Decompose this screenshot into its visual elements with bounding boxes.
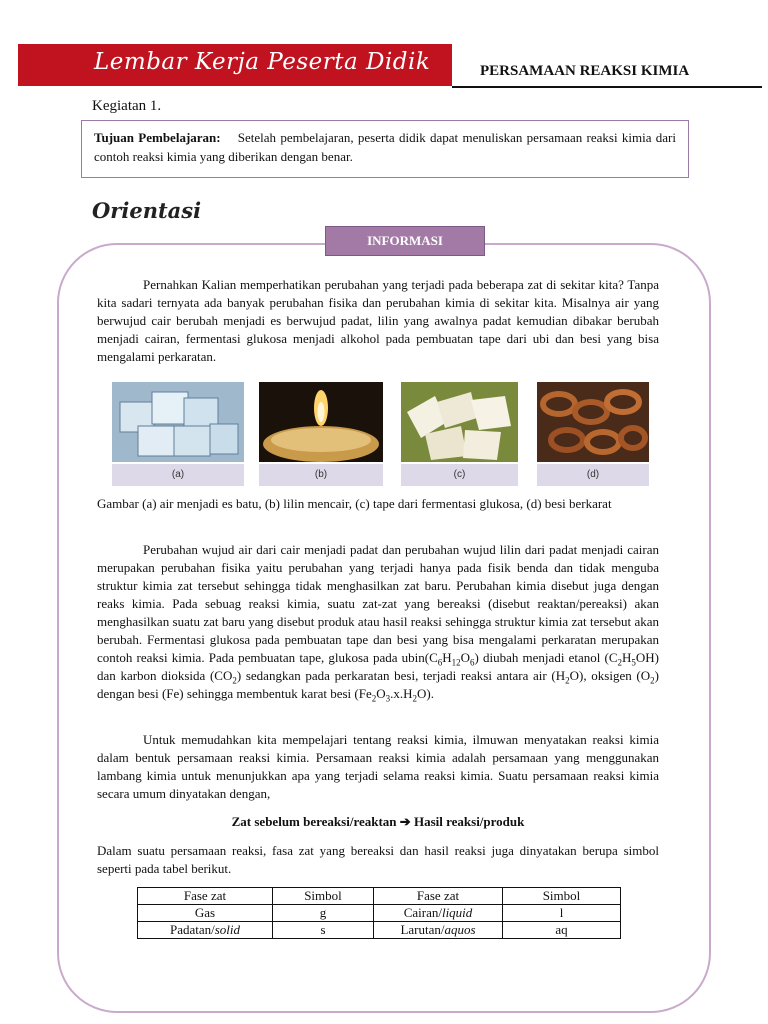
formula-ethanol: $C_2H_5OH$	[608, 650, 655, 668]
table-header-cell: Simbol	[273, 888, 374, 905]
table-header-cell: Fase zat	[138, 888, 273, 905]
image-caption-c: (c)	[401, 464, 518, 486]
cell-italic-text: aquos	[444, 922, 476, 937]
image-caption-b: (b)	[259, 464, 383, 486]
image-caption-d: (d)	[537, 464, 649, 486]
table-cell: g	[273, 905, 374, 922]
table-cell: s	[273, 922, 374, 939]
text-segment: ) dan karbon dioksida (	[97, 650, 660, 683]
goal-label: Tujuan Pembelajaran:	[94, 130, 221, 145]
phase-symbol-table	[137, 887, 621, 939]
table-row	[138, 922, 621, 939]
text-segment: ) diubah menjadi etanol (	[474, 650, 609, 665]
image-card-c	[401, 382, 518, 486]
goal-text: Setelah pembelajaran, peserta didik dapat menuliskan persamaan reaksi kimia dari contoh reaksi kimia yang diberikan dengan benar.	[94, 130, 676, 164]
table-row	[138, 905, 621, 922]
image-card-d	[537, 382, 649, 486]
image-card-b	[259, 382, 383, 486]
candle-image	[259, 382, 383, 462]
section-title: Orientasi	[92, 198, 202, 223]
formula-oxygen: $O_2$	[640, 668, 655, 686]
table-cell: l	[503, 905, 621, 922]
phase-paragraph: Dalam suatu persamaan reaksi, fasa zat yang bereaksi dan hasil reaksi juga dinyatakan berupa simbol seperti pada tabel berikut.	[97, 843, 659, 876]
table-header-cell: Fase zat	[374, 888, 503, 905]
table-cell: aq	[503, 922, 621, 939]
activity-label: Kegiatan 1.	[92, 98, 162, 114]
formula-glucose: $C_6H_{12}O_6$	[429, 650, 475, 668]
formula-water: $H_2O$	[555, 668, 580, 686]
text-segment: ) sedangkan pada perkaratan besi, terjadi reaksi antara air (	[236, 668, 556, 683]
learning-goal-box	[81, 120, 689, 178]
cell-italic-text: solid	[214, 922, 241, 937]
physical-chemical-change-paragraph	[97, 541, 659, 703]
figure-caption: Gambar (a) air menjadi es batu, (b) lilin mencair, (c) tape dari fermentasi glukosa, (d) besi berkarat	[97, 496, 612, 511]
table-cell	[374, 922, 503, 939]
cell-italic-text: liquid	[441, 905, 473, 920]
ice-cubes-image	[112, 382, 244, 462]
text-segment: Perubahan wujud air dari cair menjadi padat dan perubahan wujud lilin dari padat menjadi cairan merupakan perubahan fisika yaitu perubahan yang terjadi hanya pada fisik benda dan tidak menguba struktur kimia zat tersebut sehingga tidak menghasilkan zat baru. Perubahan kimia disebut juga dengan reaks kimia. Pada sebuag reaksi kimia, suatu zat-zat yang bereaksi (disebut reaktan/pereaksi) akan menghasilkan suatu zat baru yang disebut produk atau hasil reaksi sehingga struktur kimia zat tersebut akan berubah. Fermentasi glukosa pada pembuatan tape dan besi yang bisa mengalami perkaratan merupakan contoh reaksi kimia. Pada pembuatan tape, glukosa pada ubin(	[97, 542, 659, 665]
equation-product: Hasil reaksi/produk	[413, 814, 525, 829]
image-card-a	[112, 382, 244, 486]
formula-co2: $CO_2$	[214, 668, 237, 686]
tape-image	[401, 382, 518, 462]
text-segment: ), oksigen (	[579, 668, 641, 683]
worksheet-title: Lembar Kerja Peserta Didik	[94, 49, 431, 75]
arrow-icon: ➔	[399, 814, 411, 829]
text-segment: ) dengan besi (Fe) sehingga membentuk karat besi (	[97, 668, 659, 701]
info-tag: INFORMASI	[325, 226, 485, 256]
table-header-cell: Simbol	[503, 888, 621, 905]
general-equation	[97, 814, 659, 830]
table-cell	[374, 905, 503, 922]
table-cell: Gas	[138, 905, 273, 922]
cell-text: Padatan/	[169, 922, 215, 937]
topic-title: PERSAMAAN REAKSI KIMIA	[480, 63, 690, 79]
rusty-chain-image	[537, 382, 649, 462]
intro-paragraph: Pernahkan Kalian memperhatikan perubahan yang terjadi pada beberapa zat di sekitar kita? Tanpa kita sadari ternyata ada banyak perubahan fisika dan perubahan kimia di sekitar kita. Misalnya air yang berwujud cair berubah menjadi es berwujud padat, lilin yang awalnya padat kemudian dibakar berubah menjadi cairan, fermentasi glukosa menjadi alkohol pada pembuatan tape dari ubi dan besi yang bisa mengalami perkaratan.	[97, 277, 659, 364]
table-cell	[138, 922, 273, 939]
text-segment: ).	[426, 686, 435, 701]
header-banner	[18, 44, 452, 86]
topic-header	[452, 63, 762, 88]
table-header-row	[138, 888, 621, 905]
cell-text: Larutan/	[400, 922, 445, 937]
cell-text: Cairan/	[403, 905, 442, 920]
formula-rust: $Fe_2O_3.x.H_2O$	[358, 686, 427, 704]
equation-reactant: Zat sebelum bereaksi/reaktan	[231, 814, 397, 829]
reaction-equation-paragraph: Untuk memudahkan kita mempelajari tentang reaksi kimia, ilmuwan menyatakan reaksi kimia dalam bentuk persamaan reaksi kimia. Persamaan reaksi kimia adalah persamaan yang menggunakan lambang kimia untuk menunjukkan apa yang terjadi selama reaksi kimia. Suatu persamaan reaksi kimia secara umum dinyatakan dengan,	[97, 732, 659, 801]
image-caption-a: (a)	[112, 464, 244, 486]
